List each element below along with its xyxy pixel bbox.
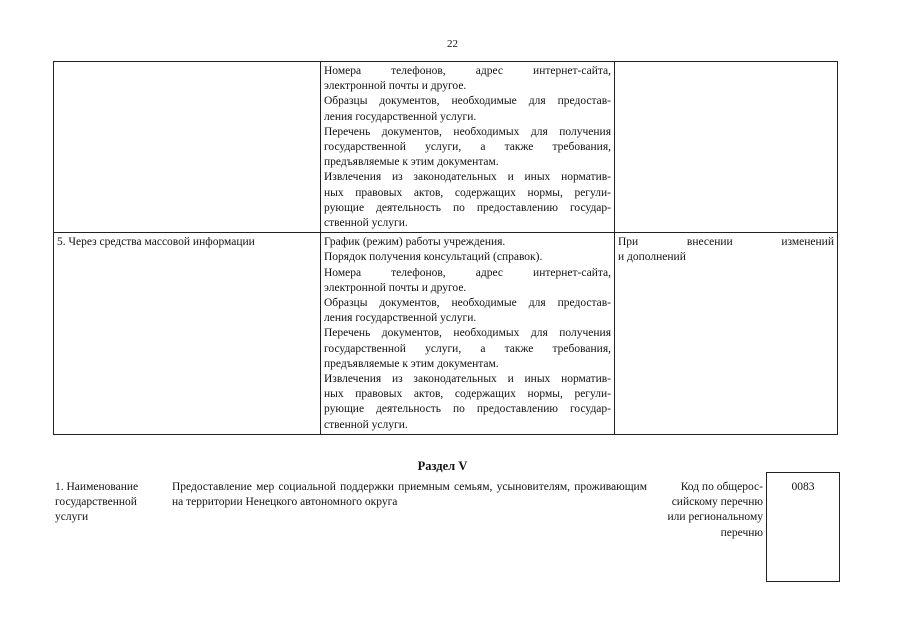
text-line: ных правовых актов, содержащих нормы, регули-: [324, 388, 611, 401]
text-line: или региональному: [667, 511, 763, 524]
text-line: и дополнений: [618, 251, 686, 264]
code-box: [766, 472, 840, 582]
text-line: ления государственной услуги.: [324, 312, 477, 325]
text-line: государственной услуги, а также требования,: [324, 141, 611, 154]
text-line: Номера телефонов, адрес интернет-сайта,: [324, 266, 611, 279]
text-line: 1. Наименование: [55, 481, 139, 493]
code-label: [655, 480, 763, 541]
text-line: Номера телефонов, адрес интернет-сайта,: [324, 65, 611, 77]
text-line: График (режим) работы учреждения.: [324, 236, 506, 249]
page-number: 22: [447, 38, 458, 50]
text-line: ных правовых актов, содержащих нормы, регули-: [324, 186, 611, 199]
channel-label: 5. Через средства массовой информации: [57, 236, 255, 249]
text-line: перечню: [720, 526, 763, 539]
code-value: 0083: [791, 481, 815, 493]
table-row: [54, 62, 838, 233]
text-line: ления государственной услуги.: [324, 110, 477, 123]
table-cell-empty: [54, 62, 321, 233]
service-name-label: [55, 480, 165, 526]
text-line: услуги: [55, 511, 89, 524]
text-line: Образцы документов, необходимые для предостав-: [324, 95, 611, 108]
text-line: Код по общерос-: [680, 481, 763, 493]
text-line: электронной почты и другое.: [324, 80, 467, 93]
service-name: Предоставление мер социальной поддержки приемным семьям, усыновителям, проживающим на территории Ненецкого автономного округа: [172, 481, 647, 509]
table-row: [54, 233, 838, 435]
text-line: государственной: [55, 496, 137, 509]
text-line: ственной услуги.: [324, 418, 408, 431]
update-frequency-cell: [615, 233, 838, 435]
text-line: Образцы документов, необходимые для предостав-: [324, 297, 611, 310]
info-content-cell: [321, 62, 615, 233]
text-line: сийскому перечню: [671, 496, 763, 509]
text-line: Извлечения из законодательных и иных норматив-: [324, 171, 611, 184]
information-table: [53, 61, 838, 435]
info-content-cell: [321, 233, 615, 435]
text-line: ственной услуги.: [324, 217, 408, 230]
text-line: Порядок получения консультаций (справок).: [324, 251, 543, 264]
text-line: рующие деятельность по предоставлению государ-: [324, 201, 611, 214]
text-line: предъявляемые к этим документам.: [324, 156, 499, 169]
text-line: рующие деятельность по предоставлению государ-: [324, 403, 611, 416]
section-title: Раздел V: [417, 459, 468, 473]
text-line: Извлечения из законодательных и иных норматив-: [324, 373, 611, 386]
table-cell-empty: [615, 62, 838, 233]
text-line: При внесении изменений: [618, 236, 834, 249]
text-line: Перечень документов, необходимых для получения: [324, 125, 611, 138]
text-line: Перечень документов, необходимых для получения: [324, 327, 611, 340]
text-line: электронной почты и другое.: [324, 281, 467, 294]
channel-cell: [54, 233, 321, 435]
text-line: предъявляемые к этим документам.: [324, 357, 499, 370]
text-line: государственной услуги, а также требования,: [324, 342, 611, 355]
